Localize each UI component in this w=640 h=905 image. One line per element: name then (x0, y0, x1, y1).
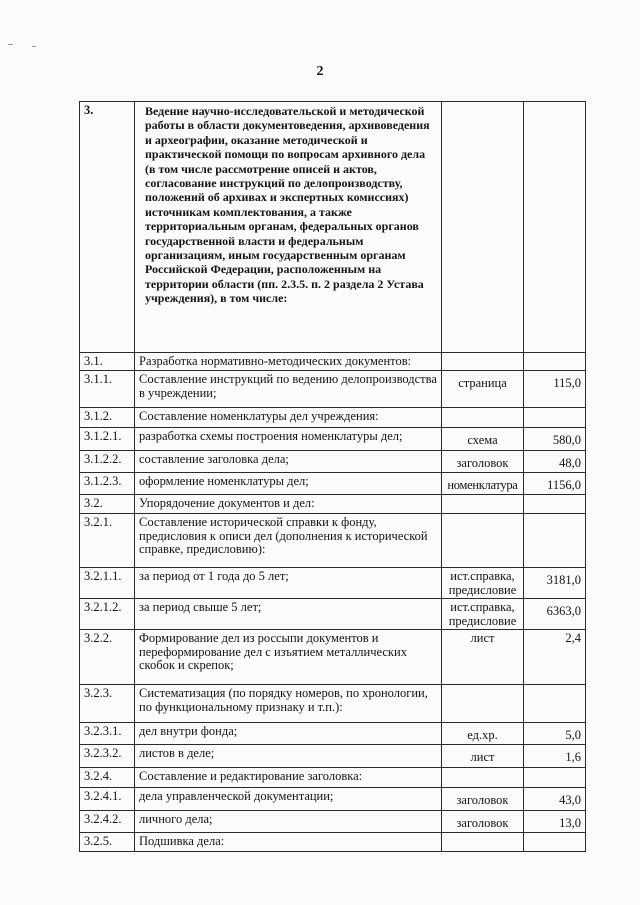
item-number: 3.1.1. (80, 371, 135, 408)
table-row (80, 353, 586, 371)
table-row (80, 568, 586, 599)
item-number: 3.1.2. (80, 408, 135, 428)
item-number: 3.2.3. (80, 685, 135, 723)
unit-cell: страница (458, 376, 507, 390)
item-description: листов в деле; (135, 745, 442, 768)
item-number: 3.2.5. (80, 833, 135, 852)
item-description: оформление номенклатуры дел; (135, 473, 442, 495)
value-cell: 1,6 (565, 750, 581, 764)
value-cell (524, 408, 586, 428)
table-row (80, 788, 586, 811)
item-number: 3.2. (80, 495, 135, 514)
table-row (80, 451, 586, 473)
scan-artifact (32, 46, 36, 47)
item-number: 3.2.3.2. (80, 745, 135, 768)
page-number: 2 (316, 64, 324, 79)
unit-cell: ист.справка, предисловие (442, 568, 524, 599)
item-number: 3.1.2.3. (80, 473, 135, 495)
item-number: 3.2.4.1. (80, 788, 135, 811)
value-cell: 580,0 (552, 433, 581, 447)
item-number: 3.2.2. (80, 630, 135, 685)
value-cell: 43,0 (559, 793, 581, 807)
table-row (80, 811, 586, 833)
table-row (80, 723, 586, 745)
unit-cell: лист (470, 750, 495, 764)
value-cell (524, 768, 586, 788)
table-row (80, 495, 586, 514)
table-row (80, 428, 586, 451)
unit-cell (442, 833, 524, 852)
value-cell (524, 514, 586, 568)
item-description: за период свыше 5 лет; (135, 599, 442, 630)
table-row (80, 473, 586, 495)
item-number: 3.2.4.2. (80, 811, 135, 833)
value-cell (524, 833, 586, 852)
unit-cell (442, 495, 524, 514)
value-cell (524, 102, 586, 353)
item-description: Составление исторической справки к фонду, предисловия к описи дел (дополнения к исторической справке, предисловию): (135, 514, 442, 568)
item-description: Составление инструкций по ведению делопроизводства в учреждении; (135, 371, 442, 408)
item-description: Формирование дел из россыпи документов и переформирование дел с изъятием металлических скобок и скрепок; (135, 630, 442, 685)
tariff-table (79, 101, 586, 852)
unit-cell: заголовок (456, 793, 509, 807)
unit-cell: номенклатура (447, 478, 518, 492)
item-number: 3.1. (80, 353, 135, 371)
unit-cell: ед.хр. (467, 728, 498, 742)
table-row (80, 833, 586, 852)
value-cell: 48,0 (559, 456, 581, 470)
item-description: личного дела; (135, 811, 442, 833)
value-cell: 13,0 (559, 816, 581, 830)
table-row (80, 102, 586, 353)
item-description: дел внутри фонда; (135, 723, 442, 745)
item-description: Ведение научно-исследовательской и методической работы в области документоведения, архивоведения и археографии, оказание методической и практической помощи по вопросам архивного дела (в том числе рассмотрение описей и актов, согласование инструкций по делопроизводству, положений об архивах и экспертных комиссиях) источникам комплектования, а также территориальным органам, федеральных органов государственной власти и федеральным организациям, иным государственным органам Российской Федерации, расположенным на территории области (пп. 2.3.5. п. 2 раздела 2 Устава учреждения), в том числе: (135, 102, 442, 353)
table-row (80, 408, 586, 428)
item-description: Подшивка дела: (135, 833, 442, 852)
table-row (80, 630, 586, 685)
table-row (80, 599, 586, 630)
item-number: 3.2.3.1. (80, 723, 135, 745)
unit-cell (442, 408, 524, 428)
item-number: 3. (80, 102, 135, 353)
table-row (80, 685, 586, 723)
unit-cell: схема (467, 433, 498, 447)
unit-cell: ист.справка, предисловие (442, 599, 524, 630)
unit-cell (442, 102, 524, 353)
item-description: Составление и редактирование заголовка: (135, 768, 442, 788)
scan-artifact (8, 44, 13, 45)
item-description: разработка схемы построения номенклатуры дел; (135, 428, 442, 451)
value-cell: 5,0 (565, 728, 581, 742)
value-cell: 6363,0 (546, 604, 581, 618)
item-number: 3.2.1.2. (80, 599, 135, 630)
unit-cell: лист (442, 630, 524, 685)
item-description: Упорядочение документов и дел: (135, 495, 442, 514)
item-description: Систематизация (по порядку номеров, по хронологии, по функциональному признаку и т.п.): (135, 685, 442, 723)
value-cell (524, 495, 586, 514)
item-number: 3.1.2.2. (80, 451, 135, 473)
value-cell (524, 353, 586, 371)
item-number: 3.2.1.1. (80, 568, 135, 599)
table-row (80, 371, 586, 408)
value-cell (524, 685, 586, 723)
unit-cell (442, 353, 524, 371)
value-cell: 115,0 (553, 376, 581, 390)
unit-cell: заголовок (456, 816, 509, 830)
unit-cell (442, 514, 524, 568)
value-cell: 1156,0 (547, 478, 581, 492)
item-description: за период от 1 года до 5 лет; (135, 568, 442, 599)
item-description: Составление номенклатуры дел учреждения: (135, 408, 442, 428)
table-row (80, 514, 586, 568)
value-cell: 3181,0 (546, 573, 581, 587)
item-description: Разработка нормативно-методических документов: (135, 353, 442, 371)
value-cell: 2,4 (524, 630, 586, 685)
unit-cell: заголовок (456, 456, 509, 470)
table-row (80, 768, 586, 788)
item-description: дела управленческой документации; (135, 788, 442, 811)
unit-cell (442, 768, 524, 788)
item-number: 3.2.1. (80, 514, 135, 568)
item-number: 3.1.2.1. (80, 428, 135, 451)
unit-cell (442, 685, 524, 723)
table-row (80, 745, 586, 768)
item-number: 3.2.4. (80, 768, 135, 788)
item-description: составление заголовка дела; (135, 451, 442, 473)
